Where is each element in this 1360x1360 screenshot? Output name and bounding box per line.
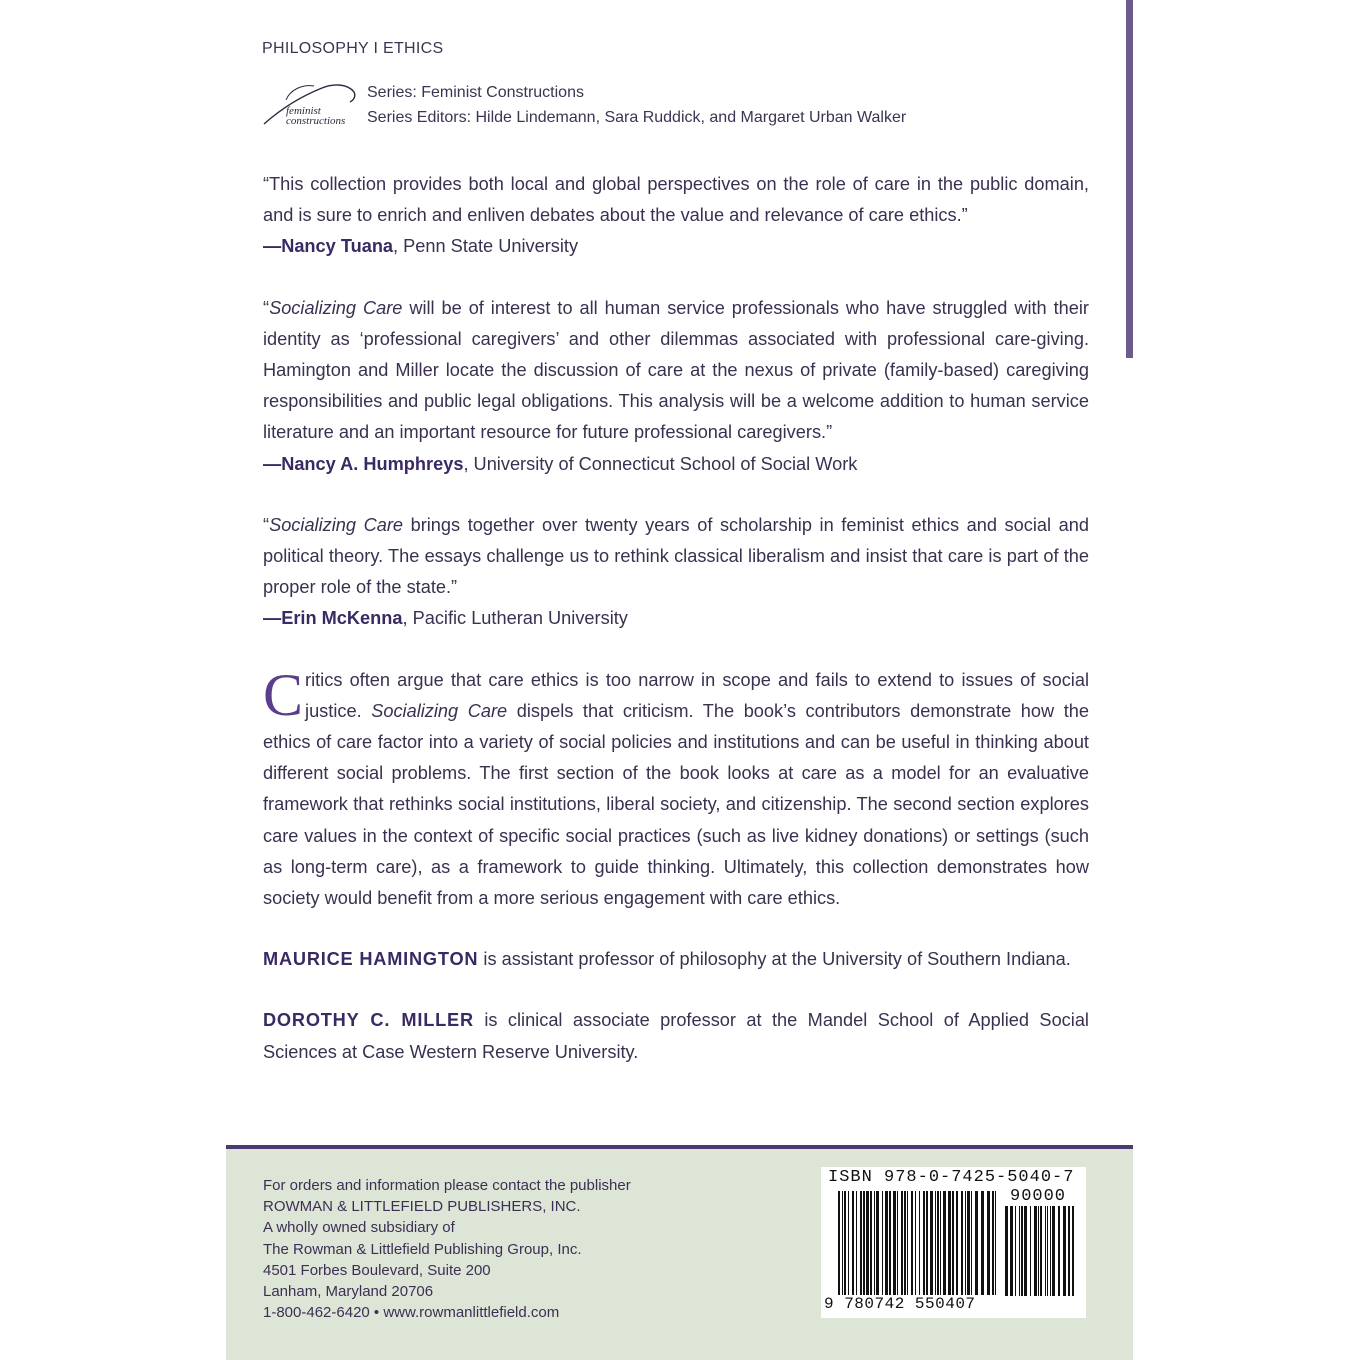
price-code: 90000 xyxy=(1010,1187,1067,1206)
author-bio-miller xyxy=(263,1005,1089,1067)
barcode-stripe xyxy=(842,1191,843,1295)
author-bio-text: is clinical associate professor at the Mandel School of Applied Social Sciences at Case Western Reserve University. xyxy=(263,1010,1089,1062)
barcode-stripe xyxy=(1040,1206,1042,1296)
barcode-stripe xyxy=(1010,1206,1013,1296)
barcode-stripe xyxy=(1058,1206,1060,1296)
barcode-stripe xyxy=(995,1191,996,1295)
quote-open: “ xyxy=(263,514,270,535)
book-title-italic: Socializing Care xyxy=(371,700,508,721)
book-description xyxy=(263,661,1089,915)
barcode-digits: 9 780742 550407 xyxy=(824,1295,976,1313)
barcode-stripe xyxy=(975,1191,978,1295)
barcode-stripe xyxy=(961,1191,963,1295)
barcode-stripe xyxy=(876,1191,879,1295)
barcode-stripe xyxy=(956,1191,958,1295)
description-text: dispels that criticism. The book’s contributors demonstrate how the ethics of care factor into a variety of social policies and institutions and can be useful in thinking about different social problems. The first section of the book looks at care as a model for an evaluative framework that rethinks social institutions, liberal society, and citizenship. The second section explores care values in the context of specific social practices (such as live kidney donations) or settings (such as long-term care), as a framework to guide thinking. Ultimately, this collection demonstrates how society would benefit from a more serious engagement with care ethics. xyxy=(263,700,1089,909)
book-title-italic: Socializing Care xyxy=(269,514,404,535)
barcode-stripe xyxy=(882,1191,883,1295)
quote-text: brings together over twenty years of scholarship in feminist ethics and social and political theory. The essays challenge us to rethink classical liberalism and insist that care is part of the proper role of the state.” xyxy=(263,514,1089,598)
barcode-stripe xyxy=(967,1191,970,1295)
barcode-stripe xyxy=(965,1191,966,1295)
barcode-stripe xyxy=(893,1191,896,1295)
blurb-quote xyxy=(263,293,1089,449)
barcode-stripe xyxy=(1063,1206,1066,1296)
barcode-stripe xyxy=(1015,1206,1016,1296)
barcode-stripe xyxy=(1024,1206,1027,1296)
barcode-stripe xyxy=(948,1191,951,1295)
subject-category: PHILOSOPHY I ETHICS xyxy=(262,40,444,57)
barcode-stripe xyxy=(992,1191,994,1295)
blurb-attribution xyxy=(263,603,1089,634)
purple-edge-bar xyxy=(1126,0,1133,358)
dash: — xyxy=(263,236,282,257)
isbn-label: ISBN 978-0-7425-5040-7 xyxy=(828,1168,1075,1187)
barcode-stripe xyxy=(1038,1206,1039,1296)
blurb-author: Nancy Tuana xyxy=(281,236,394,257)
barcode-stripe xyxy=(897,1191,898,1295)
author-bio-text: is assistant professor of philosophy at the University of Southern Indiana. xyxy=(478,949,1071,970)
barcode-stripe xyxy=(856,1191,857,1295)
publisher-line: A wholly owned subsidiary of xyxy=(263,1219,455,1237)
blurb-mckenna xyxy=(263,510,1089,635)
barcode-stripe xyxy=(870,1191,872,1295)
author-name: DOROTHY C. MILLER xyxy=(263,1010,474,1031)
dash: — xyxy=(263,608,282,629)
barcode-stripe xyxy=(935,1191,936,1295)
barcode-stripe xyxy=(919,1191,920,1295)
barcode-stripe xyxy=(911,1191,913,1295)
barcode-stripe xyxy=(848,1191,849,1295)
barcode-stripe xyxy=(863,1191,865,1295)
barcode-stripe xyxy=(860,1191,862,1295)
publisher-parent: The Rowman & Littlefield Publishing Group, Inc. xyxy=(263,1240,582,1258)
barcode-bars xyxy=(838,1191,998,1295)
barcode-stripe xyxy=(1072,1206,1074,1296)
dash: — xyxy=(263,453,282,474)
barcode-stripe xyxy=(907,1191,908,1295)
blurb-affiliation: , Penn State University xyxy=(393,236,579,257)
series-logo-text xyxy=(286,106,345,126)
blurb-author: Nancy A. Humphreys xyxy=(281,453,464,474)
barcode-stripe xyxy=(901,1191,903,1295)
barcode-stripe xyxy=(923,1191,925,1295)
barcode-stripe xyxy=(1034,1206,1037,1296)
barcode-stripe xyxy=(943,1191,946,1295)
blurb-affiliation: , Pacific Lutheran University xyxy=(402,608,628,629)
blurb-humphreys xyxy=(263,293,1089,480)
barcode-stripe xyxy=(1068,1206,1070,1296)
publisher-contact: 1-800-462-6420 • www.rowmanlittlefield.com xyxy=(263,1304,560,1322)
blurb-tuana xyxy=(263,169,1089,263)
barcode-stripe xyxy=(1030,1206,1031,1296)
barcode-stripe xyxy=(838,1191,840,1295)
author-bio-hamington xyxy=(263,944,1089,975)
barcode-stripe xyxy=(874,1191,875,1295)
barcode-stripe xyxy=(1021,1206,1023,1296)
barcode-stripe xyxy=(1047,1206,1048,1296)
series-info xyxy=(367,80,906,130)
barcode-stripe xyxy=(937,1191,939,1295)
publisher-address: 4501 Forbes Boulevard, Suite 200 xyxy=(263,1261,491,1279)
barcode-stripe xyxy=(866,1191,869,1295)
main-content xyxy=(263,169,1089,1098)
blurb-affiliation: , University of Connecticut School of Social Work xyxy=(463,453,858,474)
barcode-stripe xyxy=(1050,1206,1051,1296)
book-title-italic: Socializing Care xyxy=(269,297,403,318)
drop-cap: C xyxy=(263,661,304,728)
publisher-name: ROWMAN & LITTLEFIELD PUBLISHERS, INC. xyxy=(263,1198,581,1216)
barcode-stripe xyxy=(952,1191,954,1295)
author-name: MAURICE HAMINGTON xyxy=(263,949,479,970)
publisher-line: For orders and information please contact the publisher xyxy=(263,1177,631,1194)
blurb-author: Erin McKenna xyxy=(281,608,403,629)
logo-word-feminist: feminist xyxy=(286,105,321,117)
barcode-stripe xyxy=(852,1191,854,1295)
barcode-stripe xyxy=(1052,1206,1055,1296)
series-editors: Series Editors: Hilde Lindemann, Sara Ruddick, and Margaret Urban Walker xyxy=(367,109,907,126)
barcode-stripe xyxy=(844,1191,846,1295)
barcode-stripe xyxy=(987,1191,990,1295)
addon-barcode-bars xyxy=(1005,1206,1075,1296)
blurb-attribution xyxy=(263,449,1089,480)
blurb-quote xyxy=(263,510,1089,604)
barcode-stripe xyxy=(940,1191,941,1295)
barcode-stripe xyxy=(1019,1206,1020,1296)
barcode-stripe xyxy=(1005,1206,1008,1296)
barcode-stripe xyxy=(885,1191,888,1295)
quote-text: “This collection provides both local and global perspectives on the role of care in the public domain, and is sure to enrich and enliven debates about the value and relevance of care ethics.” xyxy=(263,174,1089,226)
blurb-attribution xyxy=(263,231,1089,262)
series-logo xyxy=(262,78,358,128)
barcode-stripe xyxy=(926,1191,928,1295)
barcode-stripe xyxy=(971,1191,972,1295)
barcode-stripe xyxy=(981,1191,984,1295)
blurb-quote xyxy=(263,169,1089,231)
logo-word-constructions: constructions xyxy=(286,115,346,127)
quote-open: “ xyxy=(263,297,270,318)
series-title: Series: Feminist Constructions xyxy=(367,84,584,101)
quote-text: will be of interest to all human service professionals who have struggled with their identity as ‘professional caregivers’ and other dilemmas associated with professional care-giving. Hamington and Miller locate the discussion of care at the nexus of private (family-based) caregiving responsibilities and public legal obligations. This analysis will be a welcome addition to human service literature and an important resource for future professional caregivers.” xyxy=(263,297,1089,443)
barcode-stripe xyxy=(1045,1206,1046,1296)
barcode-stripe xyxy=(930,1191,933,1295)
barcode-stripe xyxy=(889,1191,891,1295)
publisher-city: Lanham, Maryland 20706 xyxy=(263,1283,434,1301)
barcode-stripe xyxy=(904,1191,906,1295)
description-text: ritics often argue that care ethics is too narrow in scope and fails to extend to issues of social justice. xyxy=(305,669,1089,721)
publisher-info xyxy=(263,1175,631,1323)
barcode-stripe xyxy=(915,1191,916,1295)
